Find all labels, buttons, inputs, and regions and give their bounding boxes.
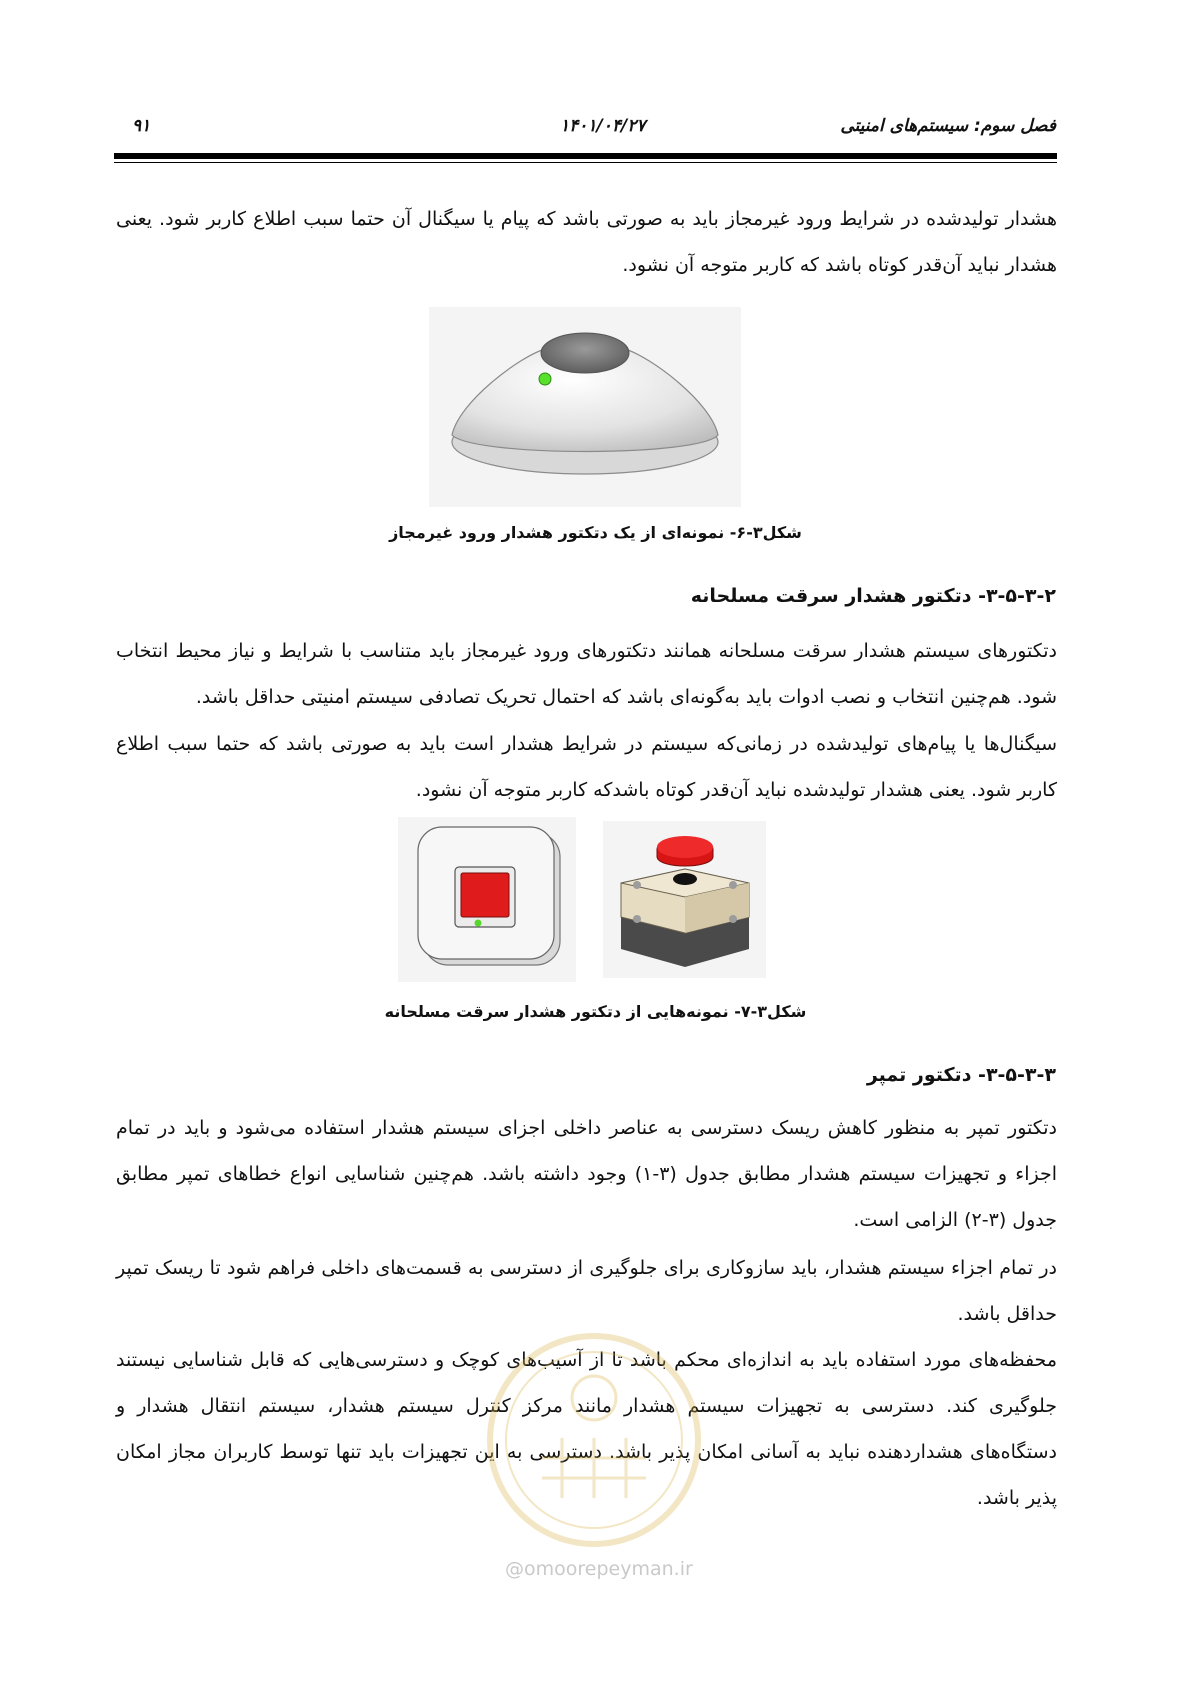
figure-6-caption: شکل۳-۶- نمونه‌ای از یک دتکتور هشدار ورود غیرمجاز [389, 523, 802, 542]
header-rule-thick [114, 153, 1057, 159]
ceiling-detector-illustration [429, 307, 741, 507]
section-2-paragraph-2: سیگنال‌ها یا پیام‌های تولیدشده در زمانی‌که سیستم در شرایط هشدار است باید به صورتی باشد که حتما سبب اطلاع کاربر شود. یعنی هشدار تولیدشده نباید آن‌قدر کوتاه باشدکه کاربر متوجه آن نشود. [116, 733, 1057, 801]
chapter-title: فصل سوم: سیستم‌های امنیتی [840, 116, 1056, 136]
page-number: ۹۱ [132, 116, 151, 136]
figure-mushroom-panic-button [603, 821, 766, 978]
section-3-paragraph-1: دتکتور تمپر به منظور کاهش ریسک دسترسی به عناصر داخلی اجزای سیستم هشدار استفاده می‌شود و باید در تمام اجزاء و تجهیزات سیستم هشدار مطابق جدول (۳-۱) وجود داشته باشد. هم‌چنین شناسایی انواع خطاهای تمپر مطابق جدول (۳-۲) الزامی است. [116, 1117, 1057, 1231]
section-3-paragraph-3: محفظه‌های مورد استفاده باید به اندازه‌ای محکم باشد تا از آسیب‌های کوچک و دسترسی‌هایی که قابل شناسایی نیستند جلوگیری کند. دسترسی به تجهیزات سیستم هشدار مانند مرکز کنترل سیستم هشدار، سیستم انتقال هشدار و دستگاه‌های هشداردهنده نباید به آسانی امکان پذیر باشد. دسترسی به این تجهیزات باید تنها توسط کاربران مجاز امکان پذیر باشد. [116, 1349, 1057, 1509]
section-heading-tamper: ۳-۵-۳-۳- دتکتور تمپر [866, 1064, 1056, 1086]
figure-intrusion-detector [429, 307, 741, 507]
header-rule-thin [114, 162, 1057, 163]
section-2-paragraph-1: دتکتورهای سیستم هشدار سرقت مسلحانه همانند دتکتورهای ورود غیرمجاز باید متناسب با شرایط و نیاز محیط انتخاب شود. هم‌چنین انتخاب و نصب ادوات باید به‌گونه‌ای باشد که احتمال تحریک تصادفی سیستم امنیتی حداقل باشد. [116, 640, 1057, 708]
document-date: ۱۴۰۱/۰۴/۲۷ [560, 116, 646, 136]
section-3-paragraph-2: در تمام اجزاء سیستم هشدار، باید سازوکاری برای جلوگیری از دسترسی به قسمت‌های داخلی فراهم شود تا ریسک تمپر حداقل باشد. [116, 1257, 1057, 1325]
watermark-text: @omoorepeyman.ir [505, 1558, 693, 1580]
section-heading-armed-robbery: ۳-۵-۳-۲- دتکتور هشدار سرقت مسلحانه [690, 585, 1056, 607]
figure-panic-wall-button [398, 817, 576, 982]
intro-paragraph: هشدار تولیدشده در شرایط ورود غیرمجاز باید به صورتی باشد که پیام یا سیگنال آن حتما سبب اطلاع کاربر شود. یعنی هشدار نباید آن‌قدر کوتاه باشد که کاربر متوجه آن نشود. [116, 208, 1057, 276]
figure-7-caption: شکل۳-۷- نمونه‌هایی از دتکتور هشدار سرقت مسلحانه [384, 1002, 807, 1021]
watermark-logo-icon [482, 1328, 706, 1552]
panic-wall-button-illustration [398, 817, 576, 982]
mushroom-button-illustration [603, 821, 766, 978]
